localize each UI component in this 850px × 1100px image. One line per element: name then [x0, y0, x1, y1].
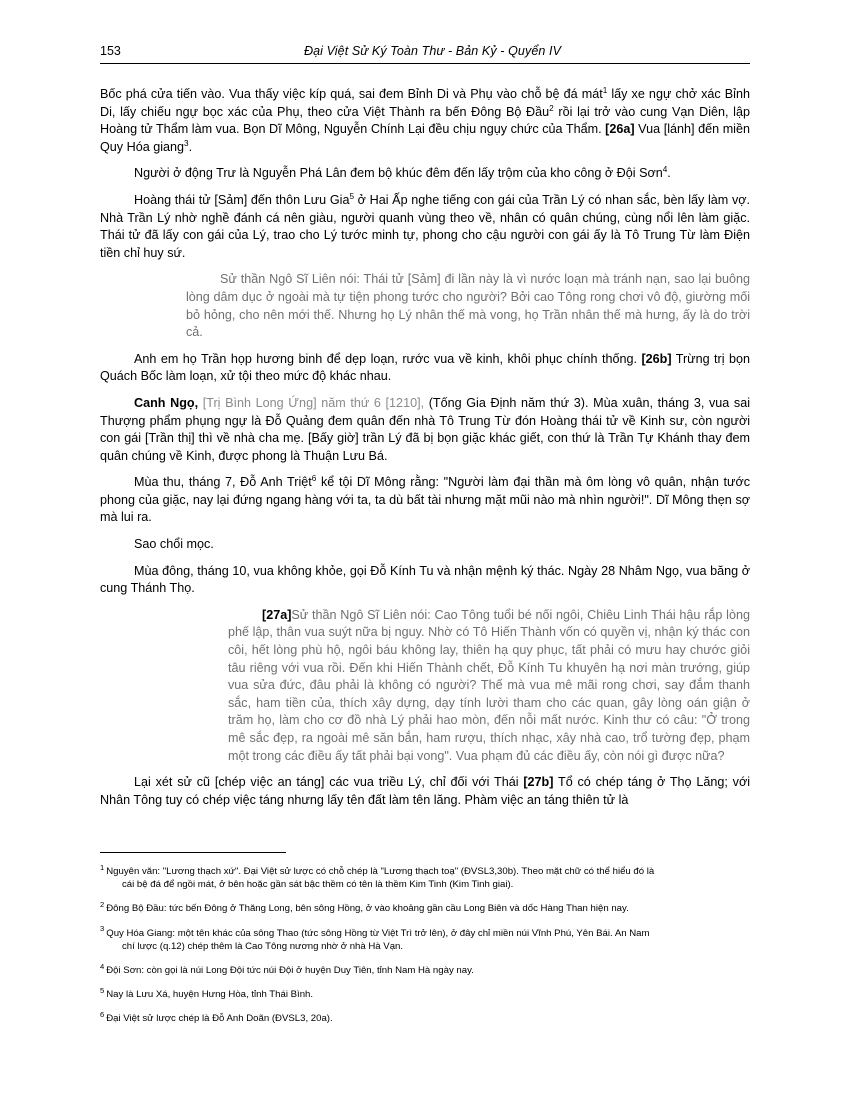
p1-text-c: rồi lại trở vào cung Vạn Diên, lập Hoàng tử Thẩm làm vua. Bọn Dĩ Mông, Nguyễn Chính Lại đều chịu ngụy chức của Thẩm. [100, 104, 750, 137]
paragraph-8: Mùa đông, tháng 10, vua không khỏe, gọi Đỗ Kính Tu và nhận mệnh ký thác. Ngày 28 Nhâm Ngọ, vua băng ở cung Thánh Thọ. [100, 563, 750, 596]
footnote-ref-2[interactable]: 2 [549, 103, 554, 113]
folio-marker-27a: [27a] [262, 607, 292, 622]
p9-text-a: Lại xét sử cũ [chép việc an táng] các vua triều Lý, chỉ đối với Thái [134, 775, 524, 790]
paragraph-2 [100, 165, 750, 183]
p1-text-d: Vua [lánh] đến miền Quy Hóa giang [100, 122, 750, 154]
p1-text-e: . [188, 139, 193, 154]
page-header [100, 44, 750, 63]
footnote-text: Đội Sơn: còn gọi là núi Long Đội tức núi Đội ở huyện Duy Tiên, tỉnh Nam Hà ngày nay. [106, 965, 474, 977]
p1-text-b: lấy xe ngự chở xác Bỉnh Di, lấy chiếu ngự bọc xác của Phụ, theo cửa Việt Thành ra bến Đông Bộ Đầu [100, 87, 750, 119]
footnote-item [100, 924, 750, 953]
body-text [100, 86, 750, 809]
footnote-text: Đại Việt sử lược chép là Đỗ Anh Doãn (ĐVSL3, 20a). [106, 1013, 333, 1025]
p4-text-a: Anh em họ Trần họp hương binh để dẹp loạn, rước vua về kinh, khôi phục chính thống. [134, 351, 642, 366]
era-name: [Trị Bình Long Ứng] năm thứ 6 [1210], [198, 395, 425, 410]
p3-text-a: Hoàng thái tử [Sảm] đến thôn Lưu Gia [134, 192, 350, 207]
footnotes-section [100, 852, 750, 1037]
footnote-item [100, 988, 750, 1001]
footnote-number: 2 [100, 900, 105, 910]
p2-text-b: . [667, 166, 671, 181]
footnote-number: 4 [100, 961, 105, 971]
p1-text-a: Bốc phá cửa tiến vào. Vua thấy việc kíp quá, sai đem Bỉnh Di và Phụ vào chỗ bệ đá mát [100, 87, 603, 101]
p3-text-b: ở Hai Ấp nghe tiếng con gái của Trần Lý có nhan sắc, bèn lấy làm vợ. Nhà Trần Lý nhờ nghề đánh cá nên giàu, người quanh vùng theo về, nhân có quân chúng, cùng nổi lên làm giặc. Thái tử đã lấy con gái của Lý, trao cho Lý tước minh tự, phong cho cậu người con gái ấy là Tô Trung Từ làm Điện tiền chỉ huy sứ. [100, 192, 750, 260]
page-number: 153 [100, 44, 121, 58]
footnote-text-cont: chí lược (q.12) chép thêm là Cao Tông nương nhờ ở nhà Hà Vạn. [122, 940, 404, 952]
year-name: Canh Ngọ, [134, 395, 199, 410]
footnote-divider [100, 852, 286, 853]
header-divider [100, 63, 750, 64]
footnote-ref-6[interactable]: 6 [311, 474, 317, 484]
folio-marker-27b: [27b] [523, 775, 554, 790]
footnote-item [100, 862, 750, 891]
historian-comment-2 [100, 607, 750, 765]
p9-text-b: Tổ có chép táng ở Thọ Lăng; với Nhân Tông tuy có chép việc táng nhưng lấy tên đất làm tên lăng. Phàm việc an táng thiên tử là [100, 775, 750, 807]
p4-text-b: Trừng trị bọn Quách Bốc làm loạn, xử tội theo mức độ khác nhau. [100, 351, 750, 384]
q2-text: Sử thần Ngô Sĩ Liên nói: Cao Tông tuổi bé nối ngôi, Chiêu Linh Thái hậu rắp lòng phế lập, thân vua suýt nữa bị nguy. Nhờ có Tô Hiến Thành vốn có quyền vị, nhận ký thác con côi, hết lòng phù hộ, ngôi báu không lay, thiên hạ quy phục, tất phải có mưu hay chước giỏi tâu riêng với vua rồi. Đến khi Hiến Thành chết, Đỗ Kính Tu khuyên hạ nơi màn trướng, giúp vua sửa đức, đâu phải là không có người? Thế mà vua mê mãi rong chơi, say đắm thanh sắc, ham tiền của, thích xây dựng, dạy tính lười tham cho các quan, gây lòng oán giận ở trăm họ, làm cho cơ đồ nhà Lý phải hao mòn, đến nỗi mất nước. Kinh thư có câu: "Ở trong mê sắc đẹp, ra ngoài mê săn bắn, ham rượu, thích nhạc, xây nhà cao, trổ tường đẹp, phạm một trong các điều ấy tất phải bại vong". Vua phạm đủ các điều ấy, còn nói gì được nữa? [228, 607, 750, 763]
paragraph-6 [100, 474, 750, 527]
footnote-text: Nguyên văn: "Lương thạch xứ". Đại Việt sử lược có chỗ chép là "Lương thạch toạ" (ĐVSL3,30b). Theo mặt chữ có thể hiểu đó là [106, 866, 655, 877]
footnote-item [100, 961, 750, 977]
folio-marker-26a: [26a] [605, 122, 635, 137]
footnote-number: 5 [100, 986, 105, 996]
folio-marker-26b: [26b] [641, 351, 672, 366]
footnote-number: 1 [100, 862, 105, 872]
footnote-number: 6 [100, 1010, 105, 1020]
running-title: Đại Việt Sử Ký Toàn Thư - Bản Kỷ - Quyển IV [303, 44, 562, 58]
footnote-item [100, 1012, 750, 1025]
paragraph-9 [100, 774, 750, 809]
footnote-item [100, 902, 750, 915]
footnote-ref-1[interactable]: 1 [602, 85, 608, 95]
footnote-ref-4[interactable]: 4 [662, 165, 668, 175]
footnote-text-cont: cái bệ đá để ngồi mát, ở bên hoặc gần sát bậc thềm có tên là thềm Kim Tinh (Kim Tinh giai). [122, 879, 514, 891]
p6-text-a: Mùa thu, tháng 7, Đỗ Anh Triệt [134, 475, 312, 490]
footnote-text: Đông Bộ Đầu: tức bến Đông ở Thăng Long, bên sông Hồng, ở vào khoảng gần cầu Long Biên và dốc Hàng Than hiện nay. [106, 903, 629, 915]
paragraph-1 [100, 86, 750, 156]
footnote-ref-5[interactable]: 5 [349, 191, 355, 201]
footnote-text: Quy Hóa Giang: một tên khác của sông Thao (tức sông Hồng từ Việt Trì trở lên), ở đây chỉ miền núi Vĩnh Phú, Yên Bái. An Nam [106, 927, 650, 939]
paragraph-3 [100, 192, 750, 262]
p2-text-a: Người ở động Trư là Nguyễn Phá Lân đem bộ khúc đêm đến lấy trộm của kho công ở Đội Sơn [134, 166, 663, 181]
footnote-text: Nay là Lưu Xá, huyện Hưng Hòa, tỉnh Thái Bình. [106, 989, 314, 1001]
p6-text-b: kể tội Dĩ Mông rằng: "Người làm đại thần mà ôm lòng vô quân, nhận tước phong của giặc, nay lại đứng ngang hàng với ta, ta dù bất tài nhưng mặt mũi nào mà nhìn người!". Dĩ Mông thẹn sợ mà lui ra. [100, 475, 750, 525]
footnote-ref-3[interactable]: 3 [184, 138, 189, 148]
historian-comment-1: Sử thần Ngô Sĩ Liên nói: Thái tử [Sảm] đi lần này là vì nước loạn mà tránh nạn, sao lại buông lòng dâm dục ở ngoài mà tự tiện phong tước cho người? Bởi cao Tông rong chơi vô độ, giường mối bỏ hỏng, cho nên mới thế. Nhưng họ Lý nhân thế mà vong, họ Trần nhân thế mà hưng, ấy là do trời cả. [186, 272, 750, 340]
paragraph-5 [100, 395, 750, 465]
paragraph-7: Sao chổi mọc. [134, 537, 214, 552]
p5-text-a: (Tống Gia Định năm thứ 3). Mùa xuân, tháng 3, vua sai Thượng phẩm phụng ngự là Đỗ Quảng đem quân đến nhà Tô Trung Từ đón Hoàng thái tử về Kinh sư, còn người con gái [Trần thị] thì về nhà cha mẹ. [Bấy giờ] trần Lý đã bị bọn giặc khác giết, con thứ là Trần Tự Khánh thay đem quân chúng về Kinh, được phong là Thuận Lưu Bá. [100, 395, 750, 463]
footnote-number: 3 [100, 924, 105, 934]
paragraph-4 [100, 351, 750, 386]
